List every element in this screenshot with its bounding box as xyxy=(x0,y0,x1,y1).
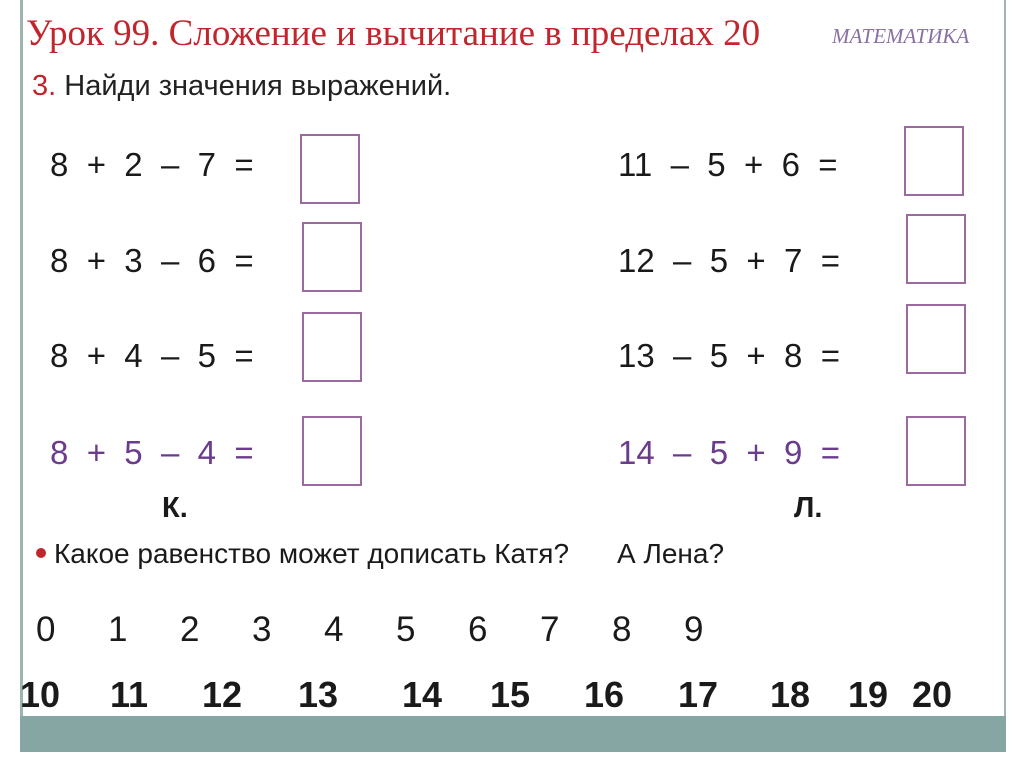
task-number: 3. xyxy=(32,70,57,102)
digit-card[interactable]: 1 xyxy=(108,610,128,649)
expression-left-4: 8 + 5 – 4 = xyxy=(50,434,254,471)
task-text: Найди значения выражений. xyxy=(64,70,452,102)
number-card[interactable]: 12 xyxy=(202,674,243,715)
digit-card[interactable]: 5 xyxy=(396,610,416,649)
answer-box-left-3[interactable] xyxy=(302,312,362,382)
number-card[interactable]: 17 xyxy=(678,674,719,715)
expression-left-3: 8 + 4 – 5 = xyxy=(50,337,254,374)
number-card[interactable]: 11 xyxy=(110,674,149,715)
answer-box-left-4[interactable] xyxy=(302,416,362,486)
digit-card[interactable]: 8 xyxy=(612,610,632,649)
digit-card[interactable]: 0 xyxy=(36,610,56,649)
subject-label: МАТЕМАТИКА xyxy=(832,24,970,48)
digit-card[interactable]: 6 xyxy=(468,610,488,649)
expression-left-1: 8 + 2 – 7 = xyxy=(50,146,254,183)
expression-right-3: 13 – 5 + 8 = xyxy=(618,337,840,374)
digit-card[interactable]: 3 xyxy=(252,610,272,649)
number-card[interactable]: 14 xyxy=(402,674,443,715)
bullet-icon xyxy=(36,548,46,558)
answer-box-right-4[interactable] xyxy=(906,416,966,486)
digit-card[interactable]: 9 xyxy=(684,610,704,649)
number-card[interactable]: 19 xyxy=(848,674,889,715)
question-part-2: А Лена? xyxy=(617,538,725,569)
answer-box-right-1[interactable] xyxy=(904,126,964,196)
number-card[interactable]: 13 xyxy=(298,674,339,715)
slide-frame-right xyxy=(1004,0,1006,722)
number-card[interactable]: 18 xyxy=(770,674,811,715)
slide-frame-left xyxy=(20,0,23,722)
lesson-title: Урок 99. Сложение и вычитание в пределах 20 xyxy=(26,13,761,54)
digit-card[interactable]: 2 xyxy=(180,610,200,649)
answer-box-left-1[interactable] xyxy=(300,134,360,204)
number-card[interactable]: 10 xyxy=(20,674,61,715)
slide-bottom-bar xyxy=(20,716,1006,752)
question-part-1: Какое равенство может дописать Катя? xyxy=(54,538,570,569)
number-card[interactable]: 20 xyxy=(912,674,953,715)
question-line xyxy=(36,538,724,570)
expression-left-2: 8 + 3 – 6 = xyxy=(50,242,254,279)
expression-right-4: 14 – 5 + 9 = xyxy=(618,434,840,471)
label-lena: Л. xyxy=(794,492,823,524)
label-katya: К. xyxy=(162,492,188,524)
task-heading xyxy=(32,70,451,103)
expression-right-2: 12 – 5 + 7 = xyxy=(618,242,840,279)
answer-box-right-3[interactable] xyxy=(906,304,966,374)
digit-card[interactable]: 7 xyxy=(540,610,560,649)
answer-box-right-2[interactable] xyxy=(906,214,966,284)
number-card[interactable]: 16 xyxy=(584,674,625,715)
number-card[interactable]: 15 xyxy=(490,674,531,715)
digit-card[interactable]: 4 xyxy=(324,610,344,649)
expression-right-1: 11 – 5 + 6 = xyxy=(618,146,838,183)
answer-box-left-2[interactable] xyxy=(302,222,362,292)
